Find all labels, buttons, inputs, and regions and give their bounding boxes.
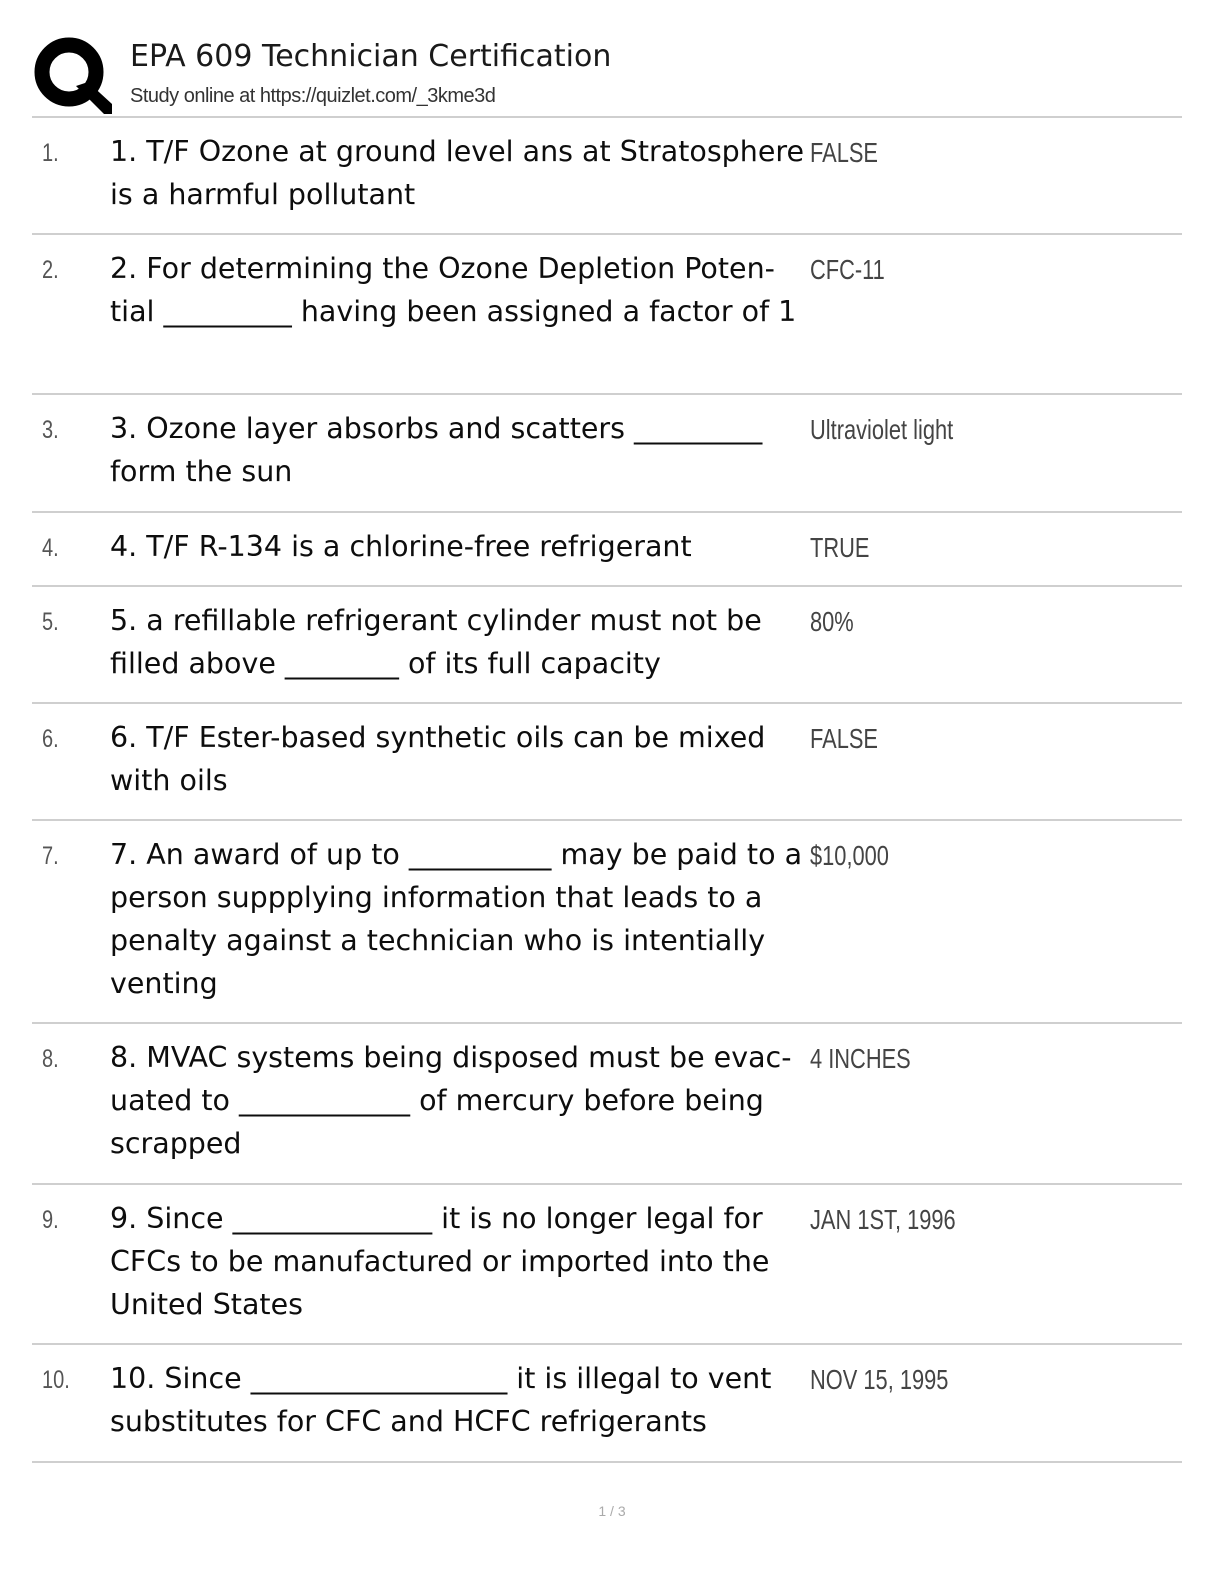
flashcard-row [32,704,1182,821]
card-term: 4. T/F R-134 is a chlorine-free refrigerant [110,530,692,563]
card-definition: NOV 15, 1995 [810,1364,949,1395]
page-header [32,32,1182,116]
card-term: 1. T/F Ozone at ground level ans at Stratosphere is a harmful pollutant [110,135,804,211]
card-term: 3. Ozone layer absorbs and scatters _________ form the sun [110,412,763,488]
card-term: 6. T/F Ester-based synthetic oils can be mixed with oils [110,721,766,797]
flashcard-row [32,395,1182,513]
card-number: 7. [42,842,59,870]
card-term: 8. MVAC systems being disposed must be evac- uated to ____________ of mercury before being scrapped [110,1041,792,1160]
card-definition: TRUE [810,532,870,563]
card-term: 7. An award of up to __________ may be paid to a person suppplying information that leads to a penalty against a technician who is intentially venting [110,838,803,1000]
card-number: 5. [42,608,59,636]
flashcard-row [32,821,1182,1024]
card-definition: 80% [810,606,854,637]
card-definition: 4 INCHES [810,1043,911,1074]
card-term: 5. a refillable refrigerant cylinder must not be filled above ________ of its full capacity [110,604,762,680]
flashcard-row [32,118,1182,235]
card-definition: FALSE [810,137,878,168]
card-term: 10. Since __________________ it is illegal to vent substitutes for CFC and HCFC refrigerants [110,1362,772,1438]
flashcard-row [32,1185,1182,1345]
card-definition: JAN 1ST, 1996 [810,1204,956,1235]
card-number: 2. [42,256,59,284]
flashcard-row [32,1345,1182,1463]
card-definition: FALSE [810,723,878,754]
quizlet-logo-icon [32,34,112,114]
card-term: 9. Since ______________ it is no longer legal for CFCs to be manufactured or imported into the United States [110,1202,770,1321]
card-number: 8. [42,1045,59,1073]
card-definition: Ultraviolet light [810,414,954,445]
flashcard-row [32,235,1182,395]
flashcard-row [32,1024,1182,1185]
flashcard-row [32,513,1182,587]
flashcard-row [32,587,1182,704]
card-number: 6. [42,725,59,753]
flashcard-list [32,118,1182,1463]
card-number: 4. [42,534,59,562]
card-number: 9. [42,1206,59,1234]
card-number: 1. [42,139,59,167]
page-number: 1 / 3 [598,1503,626,1519]
card-number: 3. [42,416,59,444]
card-number: 10. [42,1366,70,1394]
set-title: EPA 609 Technician Certification [130,39,612,74]
card-definition: CFC-11 [810,254,885,285]
card-definition: $10,000 [810,840,889,871]
study-online-link[interactable]: Study online at https://quizlet.com/_3kme3d [130,85,496,107]
card-term: 2. For determining the Ozone Depletion Poten- tial _________ having been assigned a factor of 1 [110,252,797,328]
